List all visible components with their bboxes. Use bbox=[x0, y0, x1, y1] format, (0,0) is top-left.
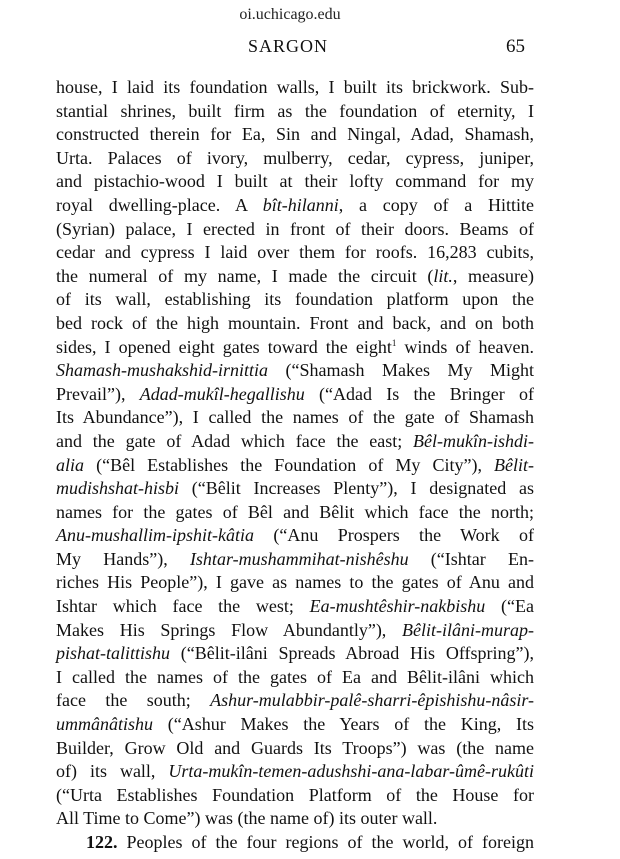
text-line bbox=[56, 689, 534, 713]
italic-term: Adad-mukîl-hegallishu bbox=[139, 383, 305, 404]
text-line bbox=[56, 288, 534, 312]
footnote-marker: 1 bbox=[391, 337, 397, 348]
text-span: constructed therein for Ea, Sin and Ningal, Adad, Shamash, bbox=[56, 124, 534, 145]
text-span: Its Abundance”), I called the names of the gate of Shamash bbox=[56, 407, 534, 428]
text-span: (“Ea bbox=[485, 596, 535, 617]
text-span: All Time to Come”) was (the name of) its outer wall. bbox=[56, 808, 438, 829]
text-span: and pistachio-wood I built at their lofty command for my bbox=[56, 171, 534, 192]
text-line bbox=[56, 241, 534, 265]
text-span: sides, I opened eight gates toward the eight bbox=[56, 336, 392, 357]
italic-term: Urta-mukîn-temen-adushshi-ana-labar-ûmê-rukûti bbox=[168, 761, 534, 782]
body-text bbox=[56, 76, 534, 855]
text-span: of) its wall, bbox=[56, 761, 169, 782]
text-line bbox=[56, 218, 534, 242]
text-span: (“Bêlit Increases Plenty”), I designated as bbox=[179, 478, 534, 499]
text-line bbox=[56, 760, 534, 784]
italic-term: Anu-mushallim-ipshit-kâtia bbox=[56, 525, 254, 546]
text-span: house, I laid its foundation walls, I built its brickwork. Sub- bbox=[56, 77, 534, 97]
text-span: , measure) bbox=[452, 265, 535, 286]
text-span: stantial shrines, built firm as the foundation of eternity, I bbox=[56, 100, 534, 121]
text-span: (“Bêlit-ilâni Spreads Abroad His Offspring”), bbox=[170, 643, 534, 664]
text-span: I called the names of the gates of Ea and Bêlit-ilâni which bbox=[56, 666, 534, 687]
text-span: Prevail”), bbox=[56, 383, 140, 404]
text-span: cedar and cypress I laid over them for roofs. 16,283 cubits, bbox=[56, 242, 534, 263]
text-line bbox=[56, 359, 534, 383]
text-span: (“Ashur Makes the Years of the King, Its bbox=[153, 714, 534, 735]
text-span: (“Urta Establishes Foundation Platform of the House for bbox=[56, 784, 534, 805]
text-span: Makes His Springs Flow Abundantly”), bbox=[56, 619, 403, 640]
text-span: My Hands”), bbox=[56, 548, 190, 569]
watermark: oi.uchicago.edu bbox=[239, 6, 341, 23]
text-span: and the gate of Adad which face the east; bbox=[56, 430, 414, 451]
text-line bbox=[56, 100, 534, 124]
italic-term: Bêlit- bbox=[494, 454, 534, 475]
text-line bbox=[56, 807, 534, 831]
text-line bbox=[56, 737, 534, 761]
italic-term: lit. bbox=[433, 265, 453, 286]
italic-term: alia bbox=[56, 454, 85, 475]
italic-term: Shamash-mushakshid-irnittia bbox=[56, 360, 269, 381]
text-span: , a copy of a Hittite bbox=[338, 194, 534, 215]
italic-term: pishat-talittishu bbox=[56, 643, 171, 664]
text-line bbox=[56, 265, 534, 289]
text-line bbox=[56, 430, 534, 454]
italic-term: Bêlit-ilâni-murap- bbox=[402, 619, 534, 640]
text-line bbox=[56, 713, 534, 737]
text-span: of its wall, establishing its foundation platform upon the bbox=[56, 289, 534, 310]
italic-term: bît-hilanni bbox=[262, 194, 339, 215]
italic-term: Ishtar-mushammihat-nishêshu bbox=[189, 548, 409, 569]
text-line bbox=[56, 383, 534, 407]
text-span: Urta. Palaces of ivory, mulberry, cedar, cypress, juniper, bbox=[56, 147, 534, 168]
text-line bbox=[56, 784, 534, 808]
italic-term: Bêl-mukîn-ishdi- bbox=[413, 430, 534, 451]
running-head: SARGON bbox=[248, 36, 329, 56]
italic-term: mudishshat-hisbi bbox=[56, 478, 180, 499]
text-span: (“Ishtar En- bbox=[408, 548, 534, 569]
text-line bbox=[56, 454, 534, 478]
text-line bbox=[56, 336, 534, 360]
text-span: Peoples of the four regions of the world, of foreign bbox=[117, 832, 534, 852]
text-span: bed rock of the high mountain. Front and back, and on both bbox=[56, 312, 534, 333]
text-span: Ishtar which face the west; bbox=[56, 596, 310, 617]
text-line bbox=[56, 666, 534, 690]
text-line bbox=[56, 170, 534, 194]
text-span: face the south; bbox=[56, 690, 211, 711]
text-span: (“Anu Prospers the Work of bbox=[253, 525, 534, 546]
text-span: (“Adad Is the Bringer of bbox=[304, 383, 534, 404]
text-span: winds of heaven. bbox=[396, 336, 534, 357]
text-line bbox=[56, 147, 534, 171]
text-line bbox=[56, 571, 534, 595]
text-line bbox=[56, 123, 534, 147]
text-line bbox=[56, 619, 534, 643]
text-line bbox=[56, 548, 534, 572]
text-line bbox=[56, 312, 534, 336]
section-number: 122. bbox=[86, 832, 118, 852]
text-line bbox=[56, 524, 534, 548]
text-span: (Syrian) palace, I erected in front of their doors. Beams of bbox=[56, 218, 534, 239]
text-span: (“Shamash Makes My Might bbox=[268, 360, 534, 381]
text-line bbox=[56, 595, 534, 619]
italic-term: Ashur-mulabbir-palê-sharri-êpishishu-nâsir- bbox=[210, 690, 534, 711]
text-span: Builder, Grow Old and Guards Its Troops”) was (the name bbox=[56, 737, 534, 758]
text-span: (“Bêl Establishes the Foundation of My City”), bbox=[84, 454, 495, 475]
text-span: the numeral of my name, I made the circuit ( bbox=[56, 265, 434, 286]
text-line bbox=[56, 194, 534, 218]
text-line bbox=[56, 76, 534, 100]
text-line bbox=[56, 831, 534, 855]
text-span: royal dwelling-place. A bbox=[56, 194, 263, 215]
italic-term: ummânâtishu bbox=[56, 714, 154, 735]
italic-term: Ea-mushtêshir-nakbishu bbox=[309, 596, 486, 617]
text-span: riches His People”), I gave as names to the gates of Anu and bbox=[56, 572, 534, 593]
text-line bbox=[56, 642, 534, 666]
text-span: names for the gates of Bêl and Bêlit which face the north; bbox=[56, 501, 534, 522]
page-number: 65 bbox=[506, 36, 525, 57]
text-line bbox=[56, 406, 534, 430]
text-line bbox=[56, 501, 534, 525]
text-line bbox=[56, 477, 534, 501]
